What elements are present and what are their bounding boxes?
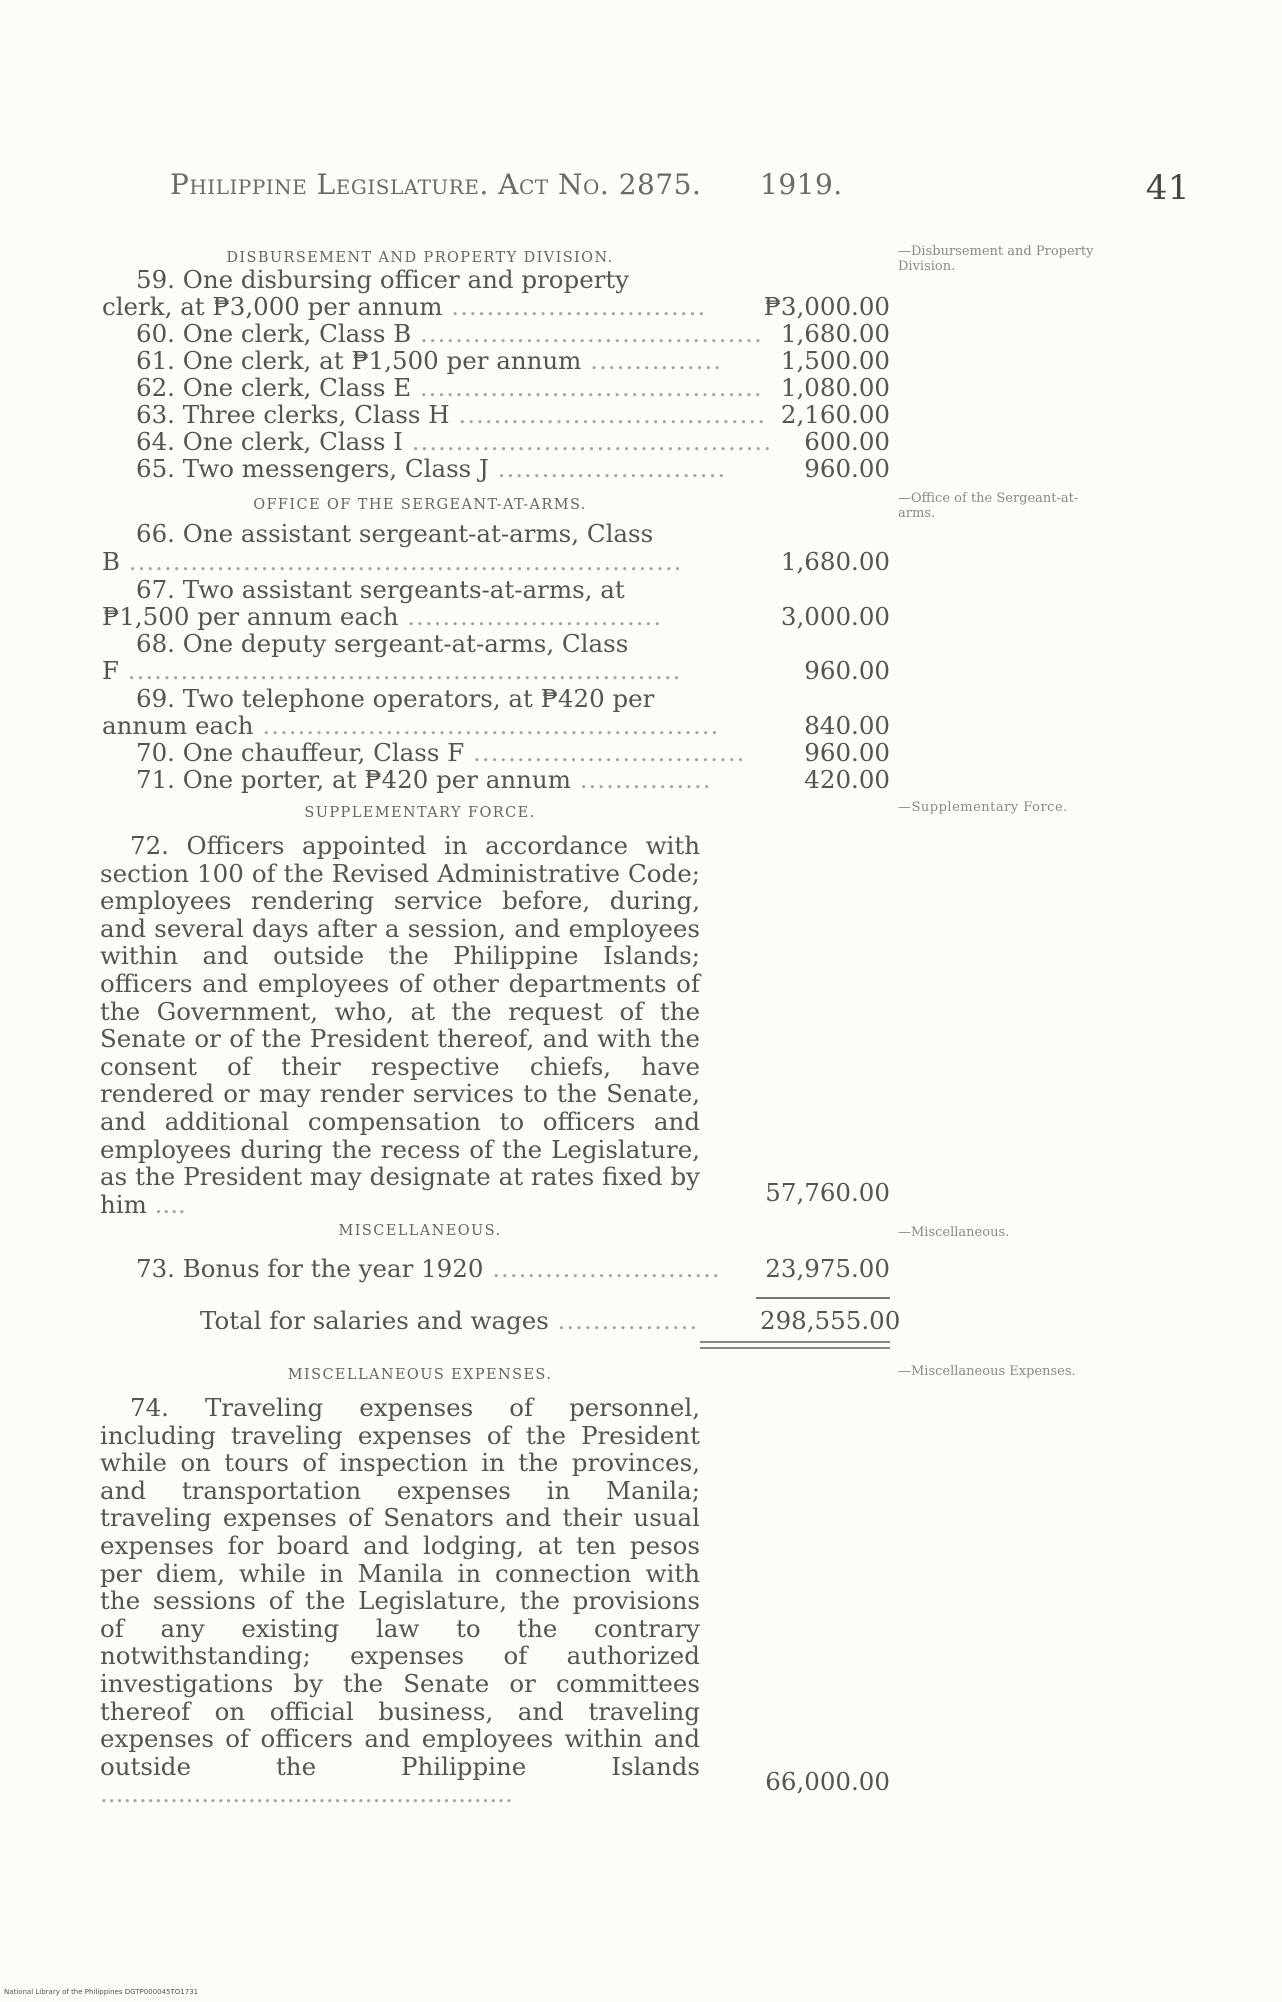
entry-68-line-2: F ............................................................... <box>102 656 682 685</box>
amount-61: 1,500.00 <box>780 346 890 375</box>
entry-69-line-1: 69. Two telephone operators, at ₱420 per <box>136 684 655 713</box>
entry-62: 62. One clerk, Class E ....................................... <box>136 373 763 402</box>
entry-71: 71. One porter, at ₱420 per annum ............... <box>136 765 712 794</box>
entry-70: 70. One chauffeur, Class F ............................... <box>136 738 746 767</box>
amount-70: 960.00 <box>804 738 890 767</box>
entry-68-line-1: 68. One deputy sergeant-at-arms, Class <box>136 629 629 658</box>
total-line: Total for salaries and wages ................ <box>200 1306 699 1335</box>
section-heading-misc-expenses: MISCELLANEOUS EXPENSES. <box>287 1367 553 1383</box>
amount-60: 1,680.00 <box>780 319 890 348</box>
amount-63: 2,160.00 <box>780 400 890 429</box>
section-heading-sergeant: OFFICE OF THE SERGEANT-AT-ARMS. <box>253 497 587 513</box>
sum-rule <box>756 1297 890 1299</box>
paragraph-74: 74. Traveling expenses of personnel, including traveling expenses of the President while on tours of inspection in the provinces, and transportation expenses in Manila; traveling expenses of Senators and their usual expenses for board and lodging, at ten pesos per diem, while in Manila in connection with the sessions of the Legislature, the provisions of any existing law to the contrary notwithstanding; expenses of authorized investigations by the Senate or committees thereof on official business, and traveling expenses of officers and employees within and outside the Philippine Islands ..................................................... <box>100 1393 700 1809</box>
entry-59-line-1: 59. One disbursing officer and property <box>136 265 630 294</box>
amount-67: 3,000.00 <box>780 602 890 631</box>
entry-67-line-2: ₱1,500 per annum each ............................. <box>102 602 663 631</box>
margin-note-misc-expenses: —Miscellaneous Expenses. <box>898 1364 1076 1379</box>
page-number: 41 <box>1145 168 1190 208</box>
amount-71: 420.00 <box>804 765 890 794</box>
entry-73: 73. Bonus for the year 1920 .......................... <box>136 1254 721 1283</box>
running-header <box>170 168 1190 208</box>
amount-66: 1,680.00 <box>780 547 890 576</box>
section-heading-disbursement: DISBURSEMENT AND PROPERTY DIVISION. <box>226 250 614 266</box>
entry-63: 63. Three clerks, Class H ................................... <box>136 400 766 429</box>
header-year: 1919. <box>760 168 843 201</box>
entry-60: 60. One clerk, Class B ....................................... <box>136 319 763 348</box>
amount-62: 1,080.00 <box>780 373 890 402</box>
entry-66-line-1: 66. One assistant sergeant-at-arms, Class <box>136 519 654 548</box>
entry-59-line-2: clerk, at ₱3,000 per annum ............................. <box>102 292 707 321</box>
entry-64: 64. One clerk, Class I ......................................... <box>136 427 772 456</box>
paragraph-74-text: 74. Traveling expenses of personnel, including traveling expenses of the President while on tours of inspection in the provinces, and transportation expenses in Manila; traveling expenses of Senators and their usual expenses for board and lodging, at ten pesos per diem, while in Manila in connection with the sessions of the Legislature, the provisions of any existing law to the contrary notwithstanding; expenses of authorized investigations by the Senate or committees thereof on official business, and traveling expenses of officers and employees within and outside the Philippine Islands <box>100 1393 700 1781</box>
entry-66-line-2: B ............................................................... <box>102 547 683 576</box>
margin-note-disbursement: —Disbursement and Property Division. <box>898 244 1094 274</box>
margin-note-sergeant: —Office of the Sergeant-at-arms. <box>898 491 1079 521</box>
amount-59: ₱3,000.00 <box>763 292 890 321</box>
entry-61: 61. One clerk, at ₱1,500 per annum ............... <box>136 346 723 375</box>
paragraph-72-text: 72. Officers appointed in accordance with section 100 of the Revised Administrative Code; employees rendering service before, during, and several days after a session, and employees within and outside the Philippine Islands; officers and employees of other departments of the Government, who, at the request of the Senate or of the President thereof, and with the consent of their respective chiefs, have rendered or may render services to the Senate, and additional compensation to officers and employees during the recess of the Legislature, as the President may designate at rates fixed by him <box>100 831 700 1219</box>
total-amount: 298,555.00 <box>760 1306 901 1335</box>
entry-65: 65. Two messengers, Class J .......................... <box>136 454 727 483</box>
amount-65: 960.00 <box>804 454 890 483</box>
margin-note-supplementary: —Supplementary Force. <box>898 800 1068 815</box>
entry-69-line-2: annum each .................................................... <box>102 711 720 740</box>
amount-74: 66,000.00 <box>765 1767 890 1796</box>
scan-footer: National Library of the Philippines DGTP000045TO1731 <box>4 1988 199 1996</box>
header-title: Philippine Legislature. Act No. 2875. <box>170 168 702 201</box>
paragraph-72: 72. Officers appointed in accordance with section 100 of the Revised Administrative Code; employees rendering service before, during, and several days after a session, and employees within and outside the Philippine Islands; officers and employees of other departments of the Government, who, at the request of the Senate or of the President thereof, and with the consent of their respective chiefs, have rendered or may render services to the Senate, and additional compensation to officers and employees during the recess of the Legislature, as the President may designate at rates fixed by him .... <box>100 831 700 1219</box>
section-heading-supplementary: SUPPLEMENTARY FORCE. <box>304 805 536 821</box>
amount-69: 840.00 <box>804 711 890 740</box>
margin-note-miscellaneous: —Miscellaneous. <box>898 1225 1010 1240</box>
section-heading-miscellaneous: MISCELLANEOUS. <box>338 1223 502 1239</box>
entry-67-line-1: 67. Two assistant sergeants-at-arms, at <box>136 575 625 604</box>
amount-68: 960.00 <box>804 656 890 685</box>
total-double-rule <box>700 1341 890 1349</box>
amount-72: 57,760.00 <box>765 1178 890 1207</box>
amount-64: 600.00 <box>804 427 890 456</box>
amount-73: 23,975.00 <box>765 1254 890 1283</box>
